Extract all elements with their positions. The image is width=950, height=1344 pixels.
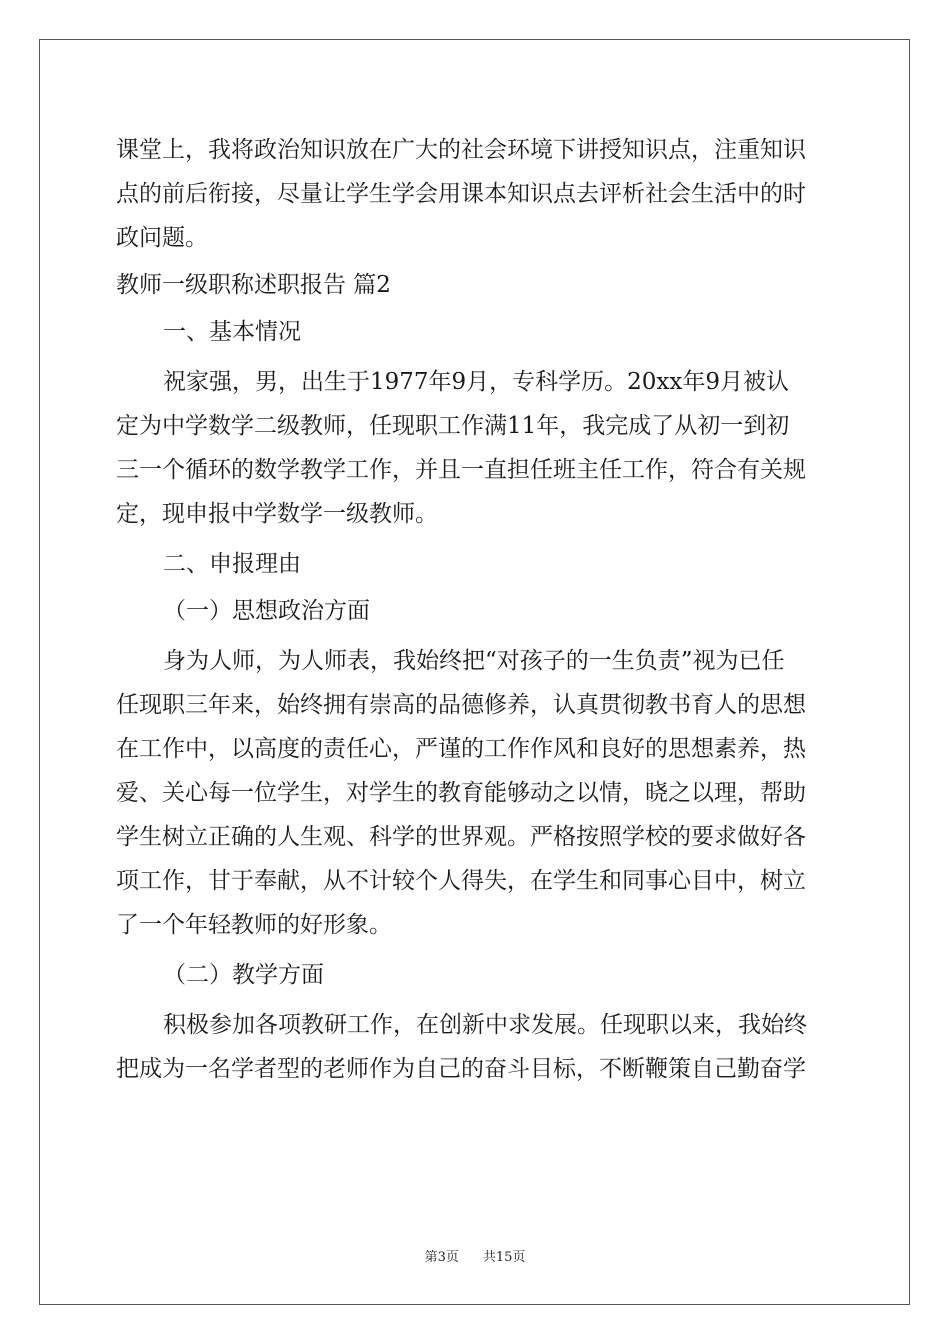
paragraph-line: 任现职三年来，始终拥有崇高的品德修养，认真贯彻教书育人的思想 — [116, 692, 806, 718]
document-body — [116, 128, 836, 1091]
heading-basic-info: 一、基本情况 — [163, 319, 301, 345]
paragraph-line: 爱、关心每一位学生，对学生的教育能够动之以情，晓之以理，帮助 — [116, 780, 806, 806]
paragraph-line: 把成为一名学者型的老师作为自己的奋斗目标，不断鞭策自己勤奋学 — [116, 1056, 806, 1082]
subheading-political: （一）思想政治方面 — [163, 598, 370, 624]
paragraph-line: 身为人师，为人师表，我始终把“对孩子的一生负责”视为已任 — [163, 648, 785, 674]
paragraph-line: 点的前后衔接，尽量让学生学会用课本知识点去评析社会生活中的时 — [116, 181, 806, 207]
page-footer — [0, 1246, 950, 1265]
paragraph-line: 学生树立正确的人生观、科学的世界观。严格按照学校的要求做好各 — [116, 824, 806, 850]
paragraph-line: 课堂上，我将政治知识放在广大的社会环境下讲授知识点，注重知识 — [116, 137, 806, 163]
subheading-teaching: （二）教学方面 — [163, 962, 324, 988]
section-title: 教师一级职称述职报告 篇2 — [116, 272, 391, 298]
paragraph-line: 三一个循环的数学教学工作，并且一直担任班主任工作，符合有关规 — [116, 457, 806, 483]
paragraph-line: 祝家强，男，出生于1977年9月，专科学历。20xx年9月被认 — [163, 369, 790, 395]
paragraph-line: 定为中学数学二级教师，任现职工作满11年，我完成了从初一到初 — [116, 413, 790, 439]
page-total: 共15页 — [482, 1250, 526, 1265]
paragraph-line: 项工作，甘于奉献，从不计较个人得失，在学生和同事心目中，树立 — [116, 868, 806, 894]
page-number: 第3页 — [424, 1250, 459, 1265]
paragraph-line: 了一个年轻教师的好形象。 — [116, 912, 392, 938]
paragraph-line: 定，现申报中学数学一级教师。 — [116, 501, 438, 527]
paragraph-line: 政问题。 — [116, 225, 208, 251]
paragraph-line: 在工作中，以高度的责任心，严谨的工作作风和良好的思想素养，热 — [116, 736, 806, 762]
paragraph-line: 积极参加各项教研工作，在创新中求发展。任现职以来，我始终 — [163, 1012, 807, 1038]
heading-reasons: 二、申报理由 — [163, 551, 301, 577]
